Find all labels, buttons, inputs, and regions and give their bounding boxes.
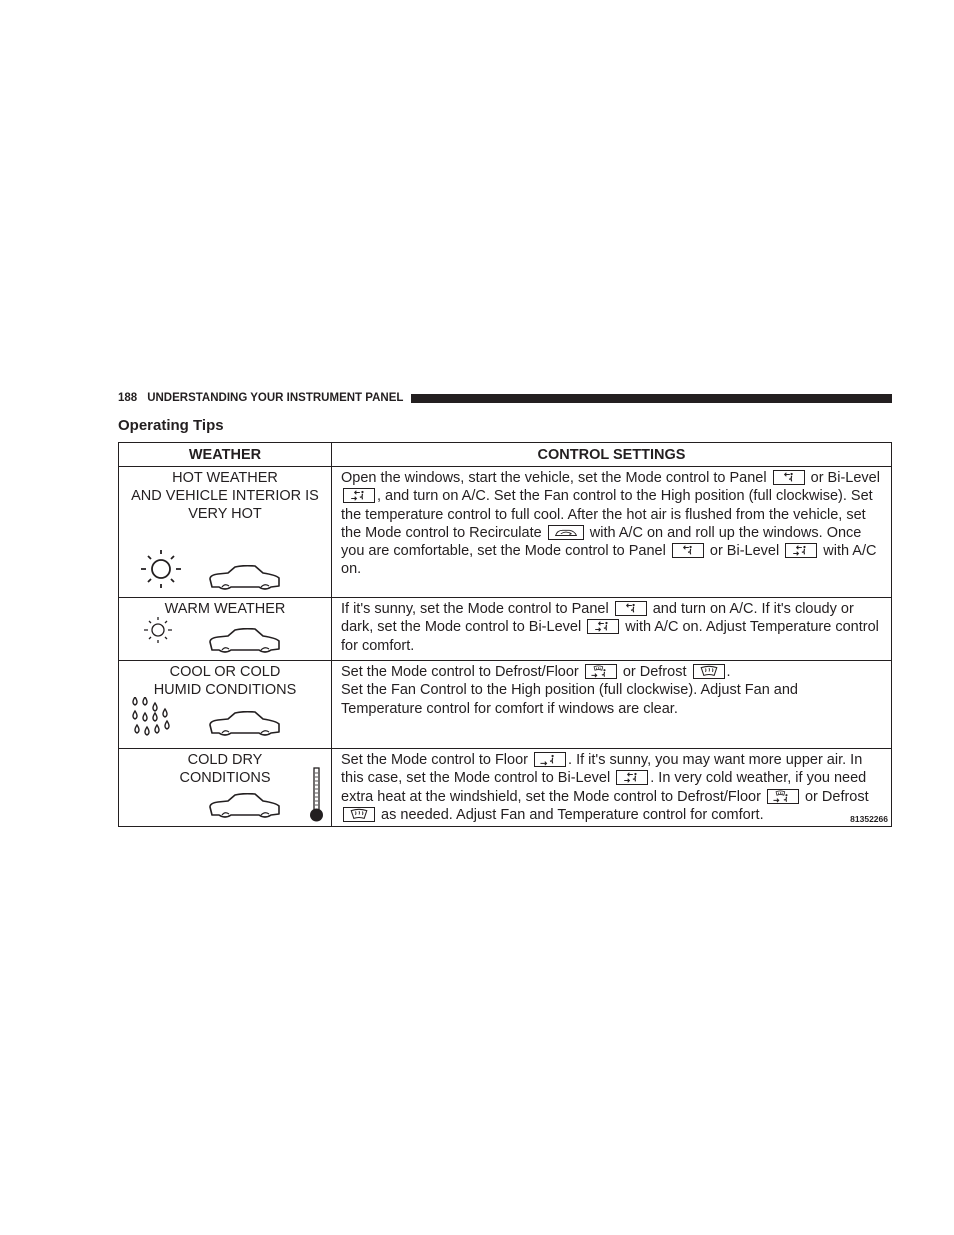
floor-mode-icon xyxy=(534,752,566,767)
table-row xyxy=(119,467,892,598)
control-text-segment: . If it's sunny, you may want more upper air. In this case, set the Mode control to Bi-Level xyxy=(341,752,863,787)
weather-label-line: WARM WEATHER xyxy=(164,601,286,617)
bi-level-mode-icon xyxy=(785,543,817,558)
table-row xyxy=(119,749,892,827)
weather-label xyxy=(119,661,331,699)
control-text-segment: . xyxy=(726,664,731,680)
bi-level-mode-icon xyxy=(587,619,619,634)
table-header-row xyxy=(119,443,892,467)
control-text-segment: Set the Mode control to Floor xyxy=(341,752,528,768)
control-text-segment: Set the Fan Control to the High position (full clockwise). Adjust Fan and Temperature control for comfort if windows are clear. xyxy=(341,682,798,717)
control-text-segment: . In very cold weather, if you need extra heat at the windshield, set the Mode control to Defrost/Floor xyxy=(341,770,867,805)
defrost-mode-icon xyxy=(343,807,375,822)
table-row xyxy=(119,598,892,661)
control-text-segment: with A/C on and roll up the windows. xyxy=(589,524,823,541)
weather-cell-cold-dry xyxy=(119,749,332,827)
car-icon xyxy=(209,565,283,593)
control-text-segment: and turn on A/C. If it's cloudy or dark, set the Mode control to Bi-Level xyxy=(341,601,854,636)
page-number: 188 xyxy=(118,392,138,404)
control-text-segment: Set the Mode control to Defrost/Floor xyxy=(341,664,579,680)
panel-mode-icon xyxy=(773,470,805,485)
control-text xyxy=(332,661,891,718)
control-text-segment: or Defrost xyxy=(622,664,687,680)
control-text-segment: Set the temperature control to full cool. After the hot air is flushed from the vehicle, set the Mode control to Recirculate xyxy=(341,488,873,541)
control-text-segment: Once you are comfortable, set the Mode control to Panel xyxy=(341,524,862,560)
weather-label-line: HOT WEATHER xyxy=(172,470,278,486)
weather-label-line: HUMID CONDITIONS xyxy=(153,682,297,698)
section-title: UNDERSTANDING YOUR INSTRUMENT PANEL xyxy=(147,392,404,404)
panel-mode-icon xyxy=(615,601,647,616)
control-text-segment: , and turn on A/C. Set the Fan control to the High position (full clockwise). xyxy=(377,488,847,505)
weather-column-header: WEATHER xyxy=(119,443,332,467)
sun-icon xyxy=(139,549,187,593)
defrost-floor-mode-icon xyxy=(585,664,617,679)
weather-label-line: AND VEHICLE INTERIOR IS xyxy=(131,488,319,504)
control-settings-column-header: CONTROL SETTINGS xyxy=(332,443,892,467)
car-icon xyxy=(209,711,283,739)
bi-level-mode-icon xyxy=(616,770,648,785)
weather-label-line: CONDITIONS xyxy=(179,770,271,786)
control-text xyxy=(332,598,891,655)
weather-label-line: COOL OR COLD xyxy=(169,664,281,680)
panel-mode-icon xyxy=(672,543,704,558)
control-text-segment: as needed. Adjust Fan and Temperature control for comfort. xyxy=(381,806,764,823)
header-rule xyxy=(411,394,892,403)
weather-cell-hot xyxy=(119,467,332,598)
table-row xyxy=(119,661,892,749)
page-header xyxy=(118,390,892,406)
operating-tips-table xyxy=(118,442,892,827)
defrost-floor-mode-icon xyxy=(767,789,799,804)
control-text-segment: or Defrost xyxy=(804,788,869,805)
weather-label xyxy=(119,467,331,523)
small-sun-icon xyxy=(143,616,175,646)
control-text-segment: Open the windows, start the vehicle, set the Mode control to Panel xyxy=(341,470,767,486)
control-text-segment: If it's sunny, set the Mode control to Panel xyxy=(341,601,609,617)
control-text-segment: with A/C on. xyxy=(341,543,877,578)
thermometer-icon xyxy=(309,767,325,823)
control-text-segment: or Bi-Level xyxy=(709,543,780,560)
car-icon xyxy=(209,793,283,821)
figure-number: 81352266 xyxy=(850,814,888,824)
weather-label xyxy=(119,598,331,618)
control-text-segment: with A/C on. Adjust Temperature control for comfort. xyxy=(341,619,879,654)
control-cell-warm xyxy=(332,598,892,661)
weather-label-line: VERY HOT xyxy=(188,506,262,522)
car-icon xyxy=(209,628,283,656)
recirculate-mode-icon xyxy=(548,525,584,540)
defrost-mode-icon xyxy=(693,664,725,679)
control-cell-humid xyxy=(332,661,892,749)
weather-cell-warm xyxy=(119,598,332,661)
control-cell-cold-dry xyxy=(332,749,892,827)
raindrops-icon xyxy=(131,697,179,745)
page-subtitle: Operating Tips xyxy=(118,417,224,434)
control-text xyxy=(332,749,891,824)
bi-level-mode-icon xyxy=(343,488,375,503)
control-text-segment: or Bi-Level xyxy=(810,470,880,486)
weather-label xyxy=(119,749,331,787)
control-cell-hot xyxy=(332,467,892,598)
control-text xyxy=(332,467,891,579)
weather-cell-humid xyxy=(119,661,332,749)
weather-label-line: COLD DRY xyxy=(187,752,263,768)
